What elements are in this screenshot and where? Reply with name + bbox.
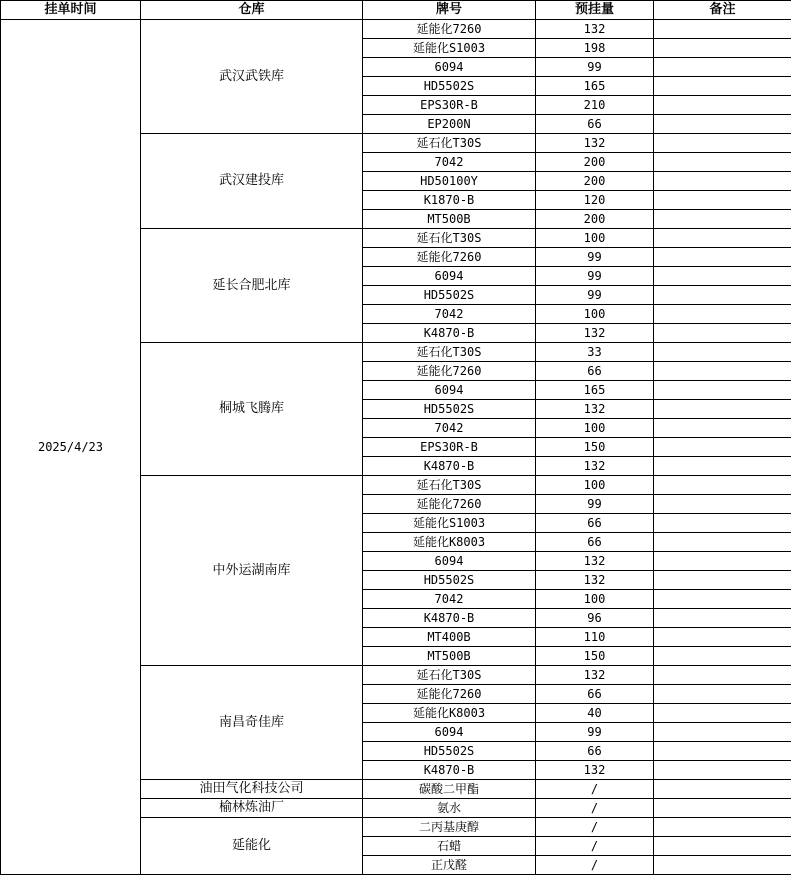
quantity-cell: 66 bbox=[536, 533, 654, 552]
quantity-cell: 99 bbox=[536, 723, 654, 742]
remarks-cell bbox=[654, 666, 791, 685]
grade-cell: 6094 bbox=[363, 58, 536, 77]
remarks-cell bbox=[654, 647, 791, 666]
quantity-cell: 96 bbox=[536, 609, 654, 628]
grade-cell: 延能化S1003 bbox=[363, 39, 536, 58]
quantity-cell: 66 bbox=[536, 362, 654, 381]
warehouse-cell: 桐城飞腾库 bbox=[141, 343, 363, 476]
remarks-cell bbox=[654, 191, 791, 210]
grade-cell: 6094 bbox=[363, 267, 536, 286]
quantity-cell: 99 bbox=[536, 58, 654, 77]
grade-cell: 延能化7260 bbox=[363, 685, 536, 704]
grade-cell: 延能化7260 bbox=[363, 362, 536, 381]
quantity-cell: 100 bbox=[536, 229, 654, 248]
quantity-cell: 132 bbox=[536, 400, 654, 419]
quantity-cell: 110 bbox=[536, 628, 654, 647]
quantity-cell: 200 bbox=[536, 172, 654, 191]
remarks-cell bbox=[654, 58, 791, 77]
quantity-cell: 132 bbox=[536, 666, 654, 685]
quantity-cell: 100 bbox=[536, 305, 654, 324]
grade-cell: K4870-B bbox=[363, 324, 536, 343]
header-row bbox=[1, 1, 791, 20]
grade-cell: 7042 bbox=[363, 590, 536, 609]
quantity-cell: 99 bbox=[536, 267, 654, 286]
quantity-cell: / bbox=[536, 818, 654, 837]
grade-cell: K4870-B bbox=[363, 457, 536, 476]
warehouse-cell: 武汉武铁库 bbox=[141, 20, 363, 134]
grade-cell: HD50100Y bbox=[363, 172, 536, 191]
quantity-cell: 165 bbox=[536, 381, 654, 400]
remarks-cell bbox=[654, 153, 791, 172]
remarks-cell bbox=[654, 305, 791, 324]
grade-cell: 延石化T30S bbox=[363, 476, 536, 495]
remarks-cell bbox=[654, 609, 791, 628]
remarks-cell bbox=[654, 837, 791, 856]
grade-cell: 7042 bbox=[363, 419, 536, 438]
header-quantity: 预挂量 bbox=[536, 1, 654, 20]
quantity-cell: 40 bbox=[536, 704, 654, 723]
grade-cell: 石蜡 bbox=[363, 837, 536, 856]
remarks-cell bbox=[654, 457, 791, 476]
remarks-cell bbox=[654, 571, 791, 590]
remarks-cell bbox=[654, 704, 791, 723]
quantity-cell: 132 bbox=[536, 571, 654, 590]
grade-cell: EPS30R-B bbox=[363, 438, 536, 457]
grade-cell: 6094 bbox=[363, 381, 536, 400]
remarks-cell bbox=[654, 723, 791, 742]
remarks-cell bbox=[654, 381, 791, 400]
warehouse-cell: 武汉建投库 bbox=[141, 134, 363, 229]
remarks-cell bbox=[654, 267, 791, 286]
quantity-cell: 150 bbox=[536, 438, 654, 457]
grade-cell: K4870-B bbox=[363, 761, 536, 780]
remarks-cell bbox=[654, 685, 791, 704]
remarks-cell bbox=[654, 742, 791, 761]
remarks-cell bbox=[654, 210, 791, 229]
quantity-cell: 198 bbox=[536, 39, 654, 58]
quantity-cell: 66 bbox=[536, 742, 654, 761]
quantity-cell: 99 bbox=[536, 495, 654, 514]
quantity-cell: 100 bbox=[536, 419, 654, 438]
quantity-cell: 200 bbox=[536, 210, 654, 229]
quantity-cell: 132 bbox=[536, 134, 654, 153]
remarks-cell bbox=[654, 761, 791, 780]
header-listing-time: 挂单时间 bbox=[1, 1, 141, 20]
remarks-cell bbox=[654, 286, 791, 305]
header-warehouse: 仓库 bbox=[141, 1, 363, 20]
quantity-cell: 66 bbox=[536, 685, 654, 704]
grade-cell: MT500B bbox=[363, 210, 536, 229]
remarks-cell bbox=[654, 172, 791, 191]
table-body bbox=[1, 20, 791, 875]
grade-cell: 碳酸二甲酯 bbox=[363, 780, 536, 799]
remarks-cell bbox=[654, 400, 791, 419]
remarks-cell bbox=[654, 799, 791, 818]
remarks-cell bbox=[654, 533, 791, 552]
quantity-cell: 200 bbox=[536, 153, 654, 172]
quantity-cell: 132 bbox=[536, 761, 654, 780]
remarks-cell bbox=[654, 780, 791, 799]
quantity-cell: 132 bbox=[536, 457, 654, 476]
warehouse-cell: 南昌奇佳库 bbox=[141, 666, 363, 780]
grade-cell: 延能化S1003 bbox=[363, 514, 536, 533]
remarks-cell bbox=[654, 362, 791, 381]
grade-cell: 延能化K8003 bbox=[363, 704, 536, 723]
grade-cell: 7042 bbox=[363, 153, 536, 172]
remarks-cell bbox=[654, 590, 791, 609]
grade-cell: 延能化7260 bbox=[363, 495, 536, 514]
quantity-cell: 33 bbox=[536, 343, 654, 362]
remarks-cell bbox=[654, 134, 791, 153]
remarks-cell bbox=[654, 818, 791, 837]
grade-cell: 延石化T30S bbox=[363, 229, 536, 248]
remarks-cell bbox=[654, 115, 791, 134]
remarks-cell bbox=[654, 20, 791, 39]
grade-cell: HD5502S bbox=[363, 77, 536, 96]
remarks-cell bbox=[654, 229, 791, 248]
header-grade: 牌号 bbox=[363, 1, 536, 20]
quantity-cell: 99 bbox=[536, 286, 654, 305]
quantity-cell: 100 bbox=[536, 476, 654, 495]
grade-cell: K1870-B bbox=[363, 191, 536, 210]
warehouse-cell: 中外运湖南库 bbox=[141, 476, 363, 666]
warehouse-cell: 延能化 bbox=[141, 818, 363, 875]
grade-cell: 延石化T30S bbox=[363, 666, 536, 685]
remarks-cell bbox=[654, 77, 791, 96]
remarks-cell bbox=[654, 248, 791, 267]
grade-cell: 6094 bbox=[363, 552, 536, 571]
remarks-cell bbox=[654, 96, 791, 115]
grade-cell: HD5502S bbox=[363, 400, 536, 419]
grade-cell: MT400B bbox=[363, 628, 536, 647]
grade-cell: 6094 bbox=[363, 723, 536, 742]
header-remarks: 备注 bbox=[654, 1, 791, 20]
grade-cell: HD5502S bbox=[363, 571, 536, 590]
quantity-cell: / bbox=[536, 837, 654, 856]
quantity-cell: / bbox=[536, 780, 654, 799]
remarks-cell bbox=[654, 324, 791, 343]
quantity-cell: 132 bbox=[536, 552, 654, 571]
quantity-cell: 165 bbox=[536, 77, 654, 96]
quantity-cell: 99 bbox=[536, 248, 654, 267]
remarks-cell bbox=[654, 514, 791, 533]
quantity-cell: 66 bbox=[536, 115, 654, 134]
listing-date-cell: 2025/4/23 bbox=[1, 20, 141, 875]
table-row bbox=[1, 20, 791, 39]
remarks-cell bbox=[654, 419, 791, 438]
grade-cell: 延石化T30S bbox=[363, 343, 536, 362]
grade-cell: 延能化7260 bbox=[363, 248, 536, 267]
quantity-cell: 150 bbox=[536, 647, 654, 666]
warehouse-cell: 油田气化科技公司 bbox=[141, 780, 363, 799]
grade-cell: 延能化7260 bbox=[363, 20, 536, 39]
quantity-cell: 100 bbox=[536, 590, 654, 609]
quantity-cell: 66 bbox=[536, 514, 654, 533]
grade-cell: 延石化T30S bbox=[363, 134, 536, 153]
remarks-cell bbox=[654, 438, 791, 457]
remarks-cell bbox=[654, 476, 791, 495]
quantity-cell: 132 bbox=[536, 324, 654, 343]
quantity-cell: 132 bbox=[536, 20, 654, 39]
quantity-cell: / bbox=[536, 799, 654, 818]
warehouse-cell: 榆林炼油厂 bbox=[141, 799, 363, 818]
remarks-cell bbox=[654, 495, 791, 514]
remarks-cell bbox=[654, 39, 791, 58]
grade-cell: EP200N bbox=[363, 115, 536, 134]
grade-cell: 二丙基庚醇 bbox=[363, 818, 536, 837]
remarks-cell bbox=[654, 856, 791, 875]
grade-cell: 7042 bbox=[363, 305, 536, 324]
grade-cell: HD5502S bbox=[363, 286, 536, 305]
grade-cell: EPS30R-B bbox=[363, 96, 536, 115]
warehouse-cell: 延长合肥北库 bbox=[141, 229, 363, 343]
quantity-cell: / bbox=[536, 856, 654, 875]
grade-cell: MT500B bbox=[363, 647, 536, 666]
grade-cell: HD5502S bbox=[363, 742, 536, 761]
remarks-cell bbox=[654, 552, 791, 571]
grade-cell: K4870-B bbox=[363, 609, 536, 628]
quantity-cell: 210 bbox=[536, 96, 654, 115]
quantity-cell: 120 bbox=[536, 191, 654, 210]
grade-cell: 延能化K8003 bbox=[363, 533, 536, 552]
grade-cell: 正戊醛 bbox=[363, 856, 536, 875]
remarks-cell bbox=[654, 628, 791, 647]
remarks-cell bbox=[654, 343, 791, 362]
grade-cell: 氨水 bbox=[363, 799, 536, 818]
